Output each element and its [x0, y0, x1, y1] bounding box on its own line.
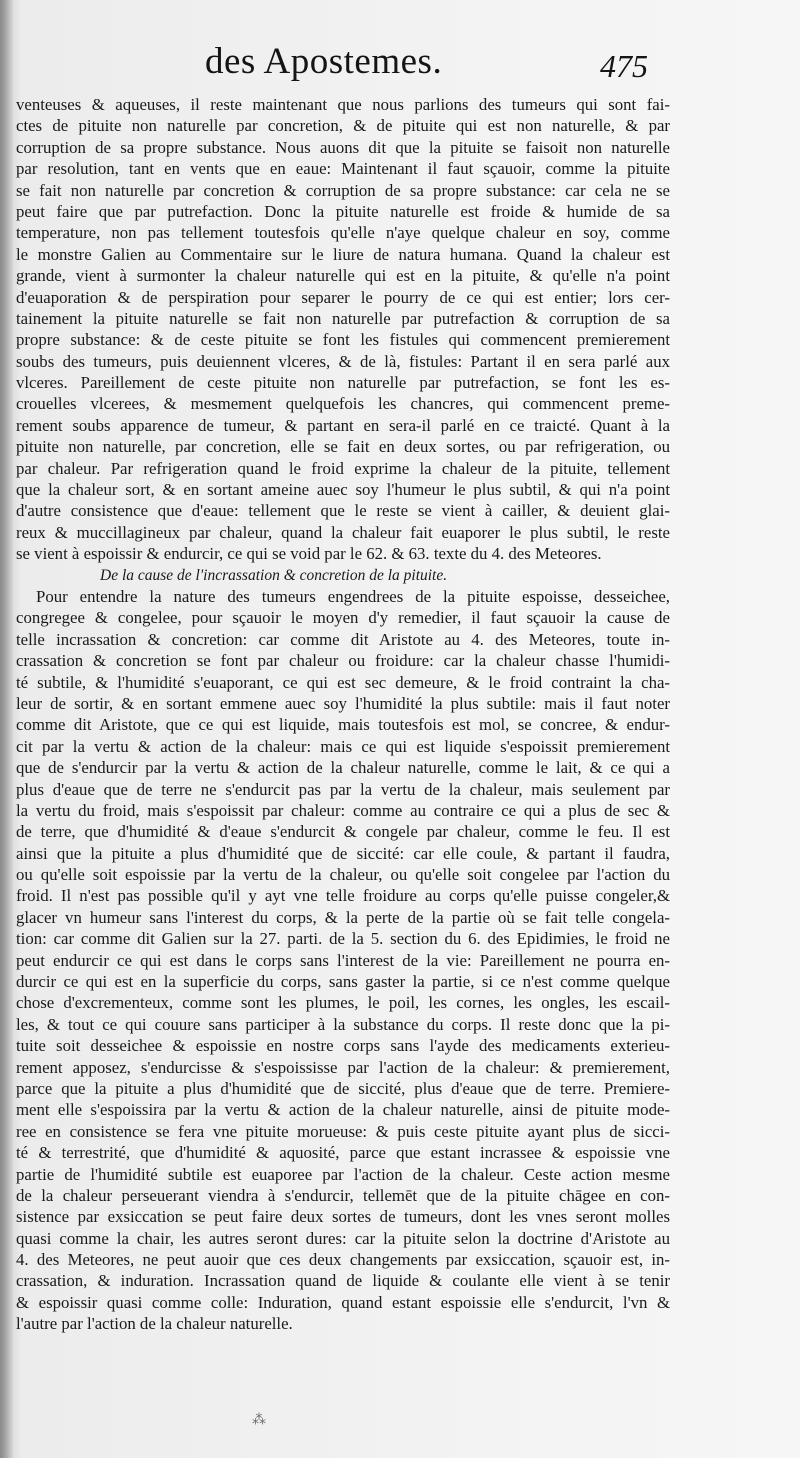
text-line: ree en consistence se fera vne pituite morueuse: & puis ceste pituite ayant plus de sicci-: [16, 1121, 670, 1141]
text-line: parce que la pituite a plus d'humidité que de siccité, plus d'eaue que de terre. Premiere-: [16, 1078, 670, 1098]
text-line: tion: car comme dit Galien sur la 27. parti. de la 5. section du 6. des Epidimies, le froid ne: [16, 929, 670, 949]
running-title: des Apostemes.: [205, 41, 443, 82]
text-line: plus d'eaue que de terre ne s'endurcit pas par la vertu de la chaleur, mais seulement par: [16, 779, 670, 799]
text-line: d'autre consistence que d'eaue: tellement que le reste se vient à cailler, & deuient glai-: [16, 501, 670, 521]
text-line: froid. Il n'est pas possible qu'il y ayt vne telle froidure au corps qu'elle puisse congeler,&: [16, 886, 670, 906]
text-line: les, & tout ce qui couure sans participer à la substance du corps. Il reste donc que la pi-: [16, 1014, 670, 1034]
text-line: partie de l'humidité subtile est euaporee par l'action de la chaleur. Ceste action mesme: [16, 1164, 670, 1184]
text-line: leur de sortir, & en sortant emmene auec soy l'humidité la plus subtile: mais il faut noter: [16, 693, 670, 713]
text-line: rement apposez, s'endurcisse & s'espoississe par l'action de la chaleur: & premierement,: [16, 1057, 670, 1077]
text-line: grande, vient à surmonter la chaleur naturelle qui est en la pituite, & qu'elle n'a point: [16, 266, 670, 286]
text-line: ctes de pituite non naturelle par concretion, & de pituite qui est non naturelle, & par: [16, 116, 670, 136]
text-line: crassation & concretion se font par chaleur ou froidure: car la chaleur chasse l'humidi-: [16, 651, 670, 671]
text-line: cit par la vertu & action de la chaleur: mais ce qui est liquide s'espoissit premierement: [16, 736, 670, 756]
text-line: quasi comme la chair, les autres seront dures: car la pituite selon la doctrine d'Aristote au: [16, 1228, 670, 1248]
text-line: par chaleur. Par refrigeration quand le froid exprime la chaleur de la pituite, tellement: [16, 458, 670, 478]
text-line: venteuses & aqueuses, il reste maintenant que nous parlions des tumeurs qui sont fai-: [16, 95, 670, 114]
paragraph-1: [16, 94, 670, 565]
text-line: de terre, que d'humidité & d'eaue s'endurcit & congele par chaleur, comme le feu. Il est: [16, 822, 670, 842]
text-line: crassation, & induration. Incrassation quand de liquide & coulante elle vient à se tenir: [16, 1271, 670, 1291]
text-line: soubs des tumeurs, puis deuiennent vlceres, & de là, fistules: Partant il en sera parlé aux: [16, 351, 670, 371]
text-line: tainement la pituite naturelle se fait non naturelle par putrefaction & corruption de sa: [16, 308, 670, 328]
text-line: se vient à espoissir & endurcir, ce qui se void par le 62. & 63. texte du 4. des Meteores.: [16, 544, 602, 564]
text-line: & espoissir quasi comme colle: Induration, quand estant espoissie elle s'endurcit, l'vn &: [16, 1292, 670, 1312]
gutter-shadow: [0, 0, 14, 1458]
text-line: de la chaleur perseuerant viendra à s'endurcir, tellemēt que de la pituite chāgee en con-: [16, 1185, 670, 1205]
text-line: crouelles vlcerees, & mesmement quelquefois les chancres, qui commencent preme-: [16, 394, 670, 414]
text-line: corruption de sa propre substance. Nous auons dit que la pituite se faisoit non naturelle: [16, 137, 670, 157]
section-heading: De la cause de l'incrassation & concretion de la pituite.: [100, 566, 448, 584]
text-line: telle incrassation & concretion: car comme dit Aristote au 4. des Meteores, toute in-: [16, 629, 670, 649]
text-line: peut endurcir ce qui est dans le corps sans l'interest de la vie: Pareillement ne pourra en-: [16, 950, 670, 970]
text-line: par resolution, tant en vents que en eaue: Maintenant il faut sçauoir, comme la pituite: [16, 159, 670, 179]
text-line: tuite soit desseichee & espoissie en nostre corps sans l'ayde des medicaments exterieu-: [16, 1036, 670, 1056]
text-line: propre substance: & de ceste pituite se font les fistules qui commencent premierement: [16, 330, 670, 350]
text-line: congregee & congelee, pour sçauoir le moyen d'y remedier, il faut sçauoir la cause de: [16, 608, 670, 628]
text-line: 4. des Meteores, ne peut auoir que ces deux changements par exsiccation, sçauoir est, in-: [16, 1250, 670, 1270]
text-line: le monstre Galien au Commentaire sur le liure de natura humana. Quand la chaleur est: [16, 244, 670, 264]
text-line: sistence par exsiccation se peut faire deux sortes de tumeurs, dont les vnes seront molles: [16, 1207, 670, 1227]
paragraph-2: [16, 586, 670, 1335]
text-line: Pour entendre la nature des tumeurs engendrees de la pituite espoisse, desseichee,: [36, 586, 670, 606]
text-line: rement soubs apparence de tumeur, & partant en sera-il parlé en ce traicté. Quant à la: [16, 415, 670, 435]
text-line: pituite non naturelle, par concretion, elle se fait en deux sortes, ou par refrigeration, ou: [16, 437, 670, 457]
text-line: ainsi que la pituite a plus d'humidité que de siccité: car elle coule, & partant il faudra,: [16, 843, 670, 863]
page-number: 475: [600, 48, 648, 84]
text-line: ou qu'elle soit espoissie par la vertu de la chaleur, ou qu'elle soit congelee par l'action du: [16, 865, 670, 885]
text-line: té & terrestrité, que d'humidité & aquosité, parce que estant incrassee & espoissie vne: [16, 1143, 670, 1163]
text-line: ment elle s'espoissira par la vertu & action de la chaleur naturelle, ainsi de pituite mode-: [16, 1100, 670, 1120]
text-line: reux & muccillagineux par chaleur, quand la chaleur fait euaporer le plus subtil, le reste: [16, 522, 670, 542]
text-line: se fait non naturelle par concretion & corruption de sa propre substance: car cela ne se: [16, 180, 670, 200]
text-line: la vertu du froid, mais s'espoissit par chaleur: comme au contraire ce qui a plus de sec &: [16, 800, 670, 820]
text-line: té subtile, & l'humidité s'euaporant, ce qui est sec demeure, & le froid contraint la cha-: [16, 672, 670, 692]
text-line: que la chaleur sort, & en sortant ameine auec soy l'humeur le plus subtil, & qui n'a point: [16, 480, 670, 500]
text-line: vlceres. Pareillement de ceste pituite non naturelle par putrefaction, se font les es-: [16, 373, 670, 393]
text-line: d'euaporation & de perspiration pour separer le pourry de ce qui est entier; lors cer-: [16, 287, 670, 307]
text-line: que de s'endurcir par la vertu & action de la chaleur naturelle, comme le lait, & ce qui a: [16, 758, 670, 778]
text-line: chose d'excrementeux, comme sont les plumes, le poil, les cornes, les ongles, les escail-: [16, 993, 670, 1013]
text-line: glacer vn humeur sans l'interest du corps, & la perte de la partie où se fait telle congela-: [16, 907, 670, 927]
text-line: temperature, non pas tellement toutesfois qu'elle n'aye quelque chaleur en soy, comme: [16, 223, 670, 243]
text-line: peut faire que par putrefaction. Donc la pituite naturelle est froide & humide de sa: [16, 201, 670, 221]
text-line: durcir ce qui est en la superficie du corps, sans gaster la partie, si ce n'est comme quelque: [16, 972, 670, 992]
text-block: [16, 94, 670, 1335]
ornament-mark: ⁂: [252, 1412, 266, 1428]
text-line: l'autre par l'action de la chaleur naturelle.: [16, 1314, 293, 1334]
text-line: comme dit Aristote, que ce qui est liquide, mais toutesfois est mol, se concree, & endur-: [16, 715, 670, 735]
